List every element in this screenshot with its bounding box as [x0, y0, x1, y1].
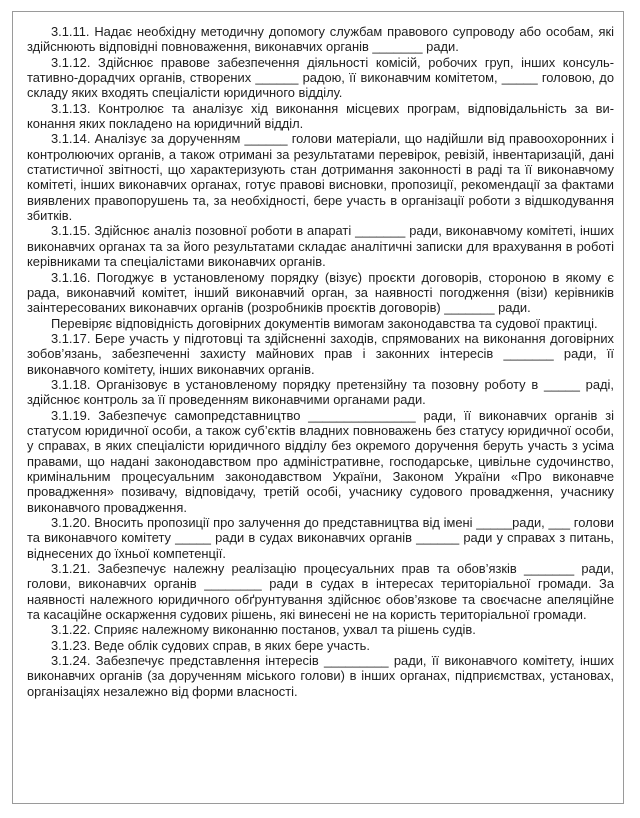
paragraph-3-1-20: 3.1.20. Вносить пропозиції про залучення до представництва від імені _____ради, ___ голови та виконавчого комітету _____ ради в судах виконавчих органів ______ ради у справах з питань, віднесених до їхньої компетенції.	[27, 515, 614, 561]
paragraph-3-1-19: 3.1.19. Забезпечує самопредставництво _______________ ради, її виконавчих органів зі статусом юридичної особи, а також суб’єктів владних повноважень без статусу юридичної особи, у справах, в яких спеціалісти юридичного відділу без окремого доручення беруть участь з усіма правами, що надані законодавством про адміністративне, господарське, цивільне судочинство, кримінальним процесуальним законодавством України, Законом України «Про виконавче провадження» позивачу, відповідачу, третій особі, учаснику судового провадження, учаснику виконавчого провадження.	[27, 407, 614, 515]
paragraph-contract-check: Перевіряє відповідність договірних документів вимогам законодавства та судової практиці.	[51, 315, 598, 331]
paragraph-3-1-16: 3.1.16. Погоджує в установленому порядку (візує) проєкти договорів, стороною в якому є рада, виконавчий комітет, інший виконавчий орган, за наявності погодження (візи) керівників заінтересованих виконавчих органів (розробників проєктів договорів) _______ ради.	[27, 269, 614, 316]
document-body	[27, 24, 614, 699]
paragraph-3-1-18: 3.1.18. Організовує в установленому порядку претензійну та позовну роботу в _____ раді, здійснює контроль за її проведенням виконавчими органами ради.	[27, 376, 614, 408]
paragraph-3-1-15: 3.1.15. Здійснює аналіз позовної роботи в апараті _______ ради, виконавчому комітеті, інших виконавчих органах та за його результатами складає аналітичні записки для врахування в роботі керівниками та спеціалістами виконавчих органів.	[27, 223, 614, 270]
paragraph-3-1-22: 3.1.22. Сприяє належному виконанню постанов, ухвал та рішень судів.	[51, 622, 476, 638]
paragraph-3-1-24: 3.1.24. Забезпечує представлення інтересів _________ ради, її виконавчого комітету, інших виконавчих органів (за дорученням міського голови) в інших органах, підприємствах, установах, організаціях незалежно від форми власності.	[27, 653, 614, 699]
paragraph-3-1-14: 3.1.14. Аналізує за дорученням ______ голови матеріали, що надійшли від правоохоронних і контролюючих органів, а також отримані за результатами перевірок, ревізій, інвентаризацій, дані статистичної звітності, що характеризують стан дотримання законності в раді та її виконавчому комітеті, інших виконавчих органах, готує правові висновки, пропозиції, рекомендації за фактами виявлених правопорушень та, за необхідності, бере участь в організації роботи з відшкодування збитків.	[27, 131, 614, 224]
paragraph-3-1-23: 3.1.23. Веде облік судових справ, в яких бере участь.	[51, 637, 370, 653]
page-frame	[12, 11, 624, 804]
paragraph-3-1-21: 3.1.21. Забезпечує належну реалізацію процесуальних прав та обов’язків _______ ради, голови, виконавчих органів ________ ради в судах в інтересах територіальної громади. За наявності належного юридичного обґрунтування здійснює обов’язкове та своєчасне апеляційне та касаційне оскарження судових рішень, які винесені не на користь територіальної громади.	[27, 561, 614, 623]
paragraph-3-1-13: 3.1.13. Контролює та аналізує хід виконання місцевих програм, відповідальність за виконання яких покладено на юридичний відділ.	[27, 100, 614, 132]
paragraph-3-1-12: 3.1.12. Здійснює правове забезпечення діяльності комісій, робочих груп, інших консультативно-дорадчих органів, створених ______ радою, її виконавчим комітетом, _____ головою, до складу яких входять спеціалісти юридичного відділу.	[27, 54, 614, 101]
paragraph-3-1-11: 3.1.11. Надає необхідну методичну допомогу службам правового супроводу або особам, які здійснюють відповідні повноваження, виконавчих органів _______ ради.	[27, 24, 614, 55]
paragraph-3-1-17: 3.1.17. Бере участь у підготовці та здійсненні заходів, спрямованих на виконання договірних зобов’язань, забезпеченні захисту майнових прав і законних інтересів _______ ради, її виконавчого комітету, інших виконавчих органів.	[27, 330, 614, 377]
